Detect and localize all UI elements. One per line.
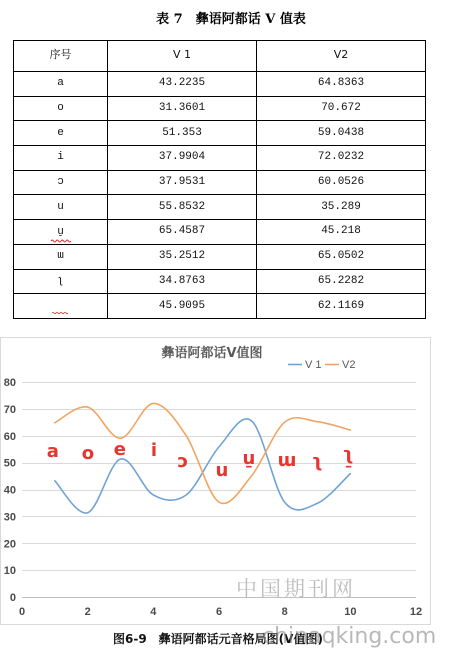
x-tick-label: 6 <box>215 606 223 618</box>
vowel-annotation-label: o <box>81 442 95 464</box>
row-v1: 31.3601 <box>108 96 257 121</box>
row-v2: 35.289 <box>257 195 426 220</box>
y-tick-label: 70 <box>3 403 16 416</box>
spellcheck-squiggle-icon <box>51 239 71 243</box>
chart-title: 彝语阿都话V值图 <box>161 346 263 361</box>
row-label: a <box>14 72 108 97</box>
spellcheck-squiggle-icon <box>52 311 68 315</box>
row-v2: 65.0502 <box>257 244 426 269</box>
row-v2: 72.0232 <box>257 146 426 171</box>
table-row <box>14 244 426 269</box>
vowel-annotation-label: i <box>150 439 158 461</box>
y-tick-label: 60 <box>3 430 16 443</box>
row-v1: 37.9904 <box>108 146 257 171</box>
vowel-annotation-label: ʅ <box>311 451 323 473</box>
legend-v1-label: V 1 <box>305 359 322 371</box>
x-tick-label: 2 <box>84 606 91 618</box>
figure-caption: 图6-9 彝语阿都话元音格局图(V值图) <box>113 632 323 646</box>
vowel-annotation-label: u̱ <box>242 448 256 470</box>
table-row <box>14 294 426 319</box>
table-row <box>14 195 426 220</box>
x-tick-label: 8 <box>281 606 288 618</box>
table-row <box>14 220 426 245</box>
x-tick-label: 10 <box>344 606 357 618</box>
row-v1: 37.9531 <box>108 170 257 195</box>
y-tick-label: 80 <box>3 377 16 389</box>
y-tick-label: 0 <box>9 592 16 604</box>
vowel-annotation-label: ʅ̱ <box>342 444 354 466</box>
table-title: 表 7 彝语阿都话 V 值表 <box>156 12 306 27</box>
row-label-wrap <box>55 297 67 311</box>
table-header-row <box>14 41 426 72</box>
row-label: u <box>14 195 108 220</box>
vowel-annotation-label: u <box>215 459 229 481</box>
table-row <box>14 72 426 97</box>
row-label: o <box>14 96 108 121</box>
row-v1: 45.9095 <box>108 294 257 319</box>
x-tick-label: 12 <box>409 606 423 618</box>
table-row <box>14 146 426 171</box>
legend-v2-label: V2 <box>342 359 356 371</box>
row-v2: 59.0438 <box>257 121 426 146</box>
row-v1: 65.4587 <box>108 220 257 245</box>
watermark-site-text: chinaqking.com <box>262 624 437 649</box>
table-row <box>14 170 426 195</box>
header-v2: V2 <box>257 41 426 72</box>
row-label-cell <box>14 220 108 245</box>
y-tick-label: 30 <box>3 511 16 524</box>
row-v2: 60.0526 <box>257 170 426 195</box>
row-v1: 51.353 <box>108 121 257 146</box>
vowel-annotation-label: a <box>46 441 59 463</box>
v-value-line-chart <box>0 335 440 627</box>
chart-border <box>1 338 431 625</box>
row-v1: 43.2235 <box>108 72 257 97</box>
vowel-annotation-label: ɯ <box>277 449 297 471</box>
row-label: ɔ <box>14 170 108 195</box>
x-tick-label: 0 <box>18 606 26 618</box>
row-v2: 64.8363 <box>257 72 426 97</box>
table-row <box>14 269 426 294</box>
row-v2: 70.672 <box>257 96 426 121</box>
row-v2: 62.1169 <box>257 294 426 319</box>
header-v1: V 1 <box>108 41 257 72</box>
row-v1: 55.8532 <box>108 195 257 220</box>
vowel-annotation-label: ɔ <box>177 451 189 473</box>
table-row <box>14 121 426 146</box>
row-label: i <box>14 146 108 171</box>
y-tick-label: 20 <box>3 538 16 551</box>
row-v2: 65.2282 <box>257 269 426 294</box>
y-tick-label: 50 <box>3 457 16 470</box>
x-tick-label: 4 <box>150 606 157 618</box>
watermark-logo-text: 中国期刊网 <box>236 577 356 601</box>
row-v2: 45.218 <box>257 220 426 245</box>
row-label-cell <box>14 294 108 319</box>
row-label: ʅ <box>14 269 108 294</box>
row-label: e <box>14 121 108 146</box>
row-v1: 34.8763 <box>108 269 257 294</box>
row-v1: 35.2512 <box>108 244 257 269</box>
vowel-annotation-label: e <box>113 439 126 461</box>
y-tick-label: 10 <box>3 565 16 578</box>
header-index: 序号 <box>14 41 108 72</box>
row-label-wrap <box>55 225 67 239</box>
table-row <box>14 96 426 121</box>
row-label: u̱ <box>57 225 64 238</box>
v-value-table <box>13 40 426 319</box>
y-tick-label: 40 <box>3 484 16 497</box>
row-label: ɯ <box>14 244 108 269</box>
